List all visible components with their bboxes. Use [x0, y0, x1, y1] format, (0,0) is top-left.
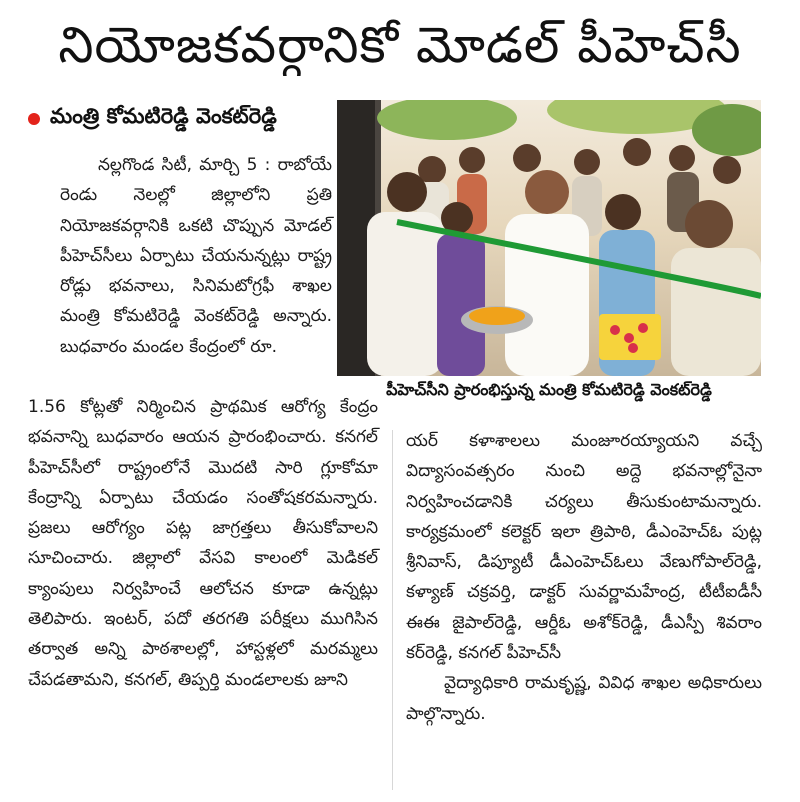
- byline: [28, 104, 277, 134]
- article-column-1-bottom: [28, 392, 378, 695]
- article-paragraph: వైద్యాధికారి రామకృష్ణ, వివిధ శాఖల అధికారులు పాల్గొన్నారు.: [406, 673, 762, 724]
- article-paragraph: నల్లగొండ సిటీ, మార్చి 5 : రాబోయే రెండు నెలల్లో జిల్లాలోని ప్రతి నియోజకవర్గానికి ఒకటి చొప్పున మోడల్ పీహెచ్‌సీలు ఏర్పాటు చేయనున్నట్లు రాష్ట్ర రోడ్లు భవనాలు, సినిమటోగ్రఫీ శాఖల మంత్రి కోమటిరెడ్డి వెంకట్‌రెడ్డి అన్నారు. బుధవారం మండల కేంద్రంలో రూ.: [60, 155, 332, 357]
- photo-caption: పీహెచ్‌సీని ప్రారంభిస్తున్న మంత్రి కోమటిరెడ్డి వెంకట్‌రెడ్డి: [386, 380, 712, 399]
- article-paragraph: 1.56 కోట్లతో నిర్మించిన ప్రాథమిక ఆరోగ్య కేంద్రం భవనాన్ని బుధవారం ఆయన ప్రారంభించారు. కనగల్ పీహెచ్‌సీలో రాష్ట్రంలోనే మొదటి సారి గ్లూకోమా కేంద్రాన్ని ఏర్పాటు చేయడం సంతోషకరమన్నారు. ప్రజలు ఆరోగ్యం పట్ల జాగ్రత్తలు తీసుకోవాలని సూచించారు. జిల్లాలో వేసవి కాలంలో మెడికల్ క్యాంపులు నిర్వహించే ఆలోచన కూడా ఉన్నట్లు తెలిపారు. ఇంటర్, పదో తరగతి పరీక్షలు ముగిసిన తర్వాత అన్ని పాఠశాలల్లో, హాస్టళ్లలో మరమ్మలు చేపడతామని, కనగల్, తిప్పర్తి మండలాలకు జూని: [28, 397, 378, 690]
- photo-illustration: [337, 100, 761, 376]
- bullet-icon: [28, 113, 40, 125]
- article-column-2: [406, 426, 762, 729]
- page-title: నియోజకవర్గానికో మోడల్ పీహెచ్‌సీ: [58, 16, 742, 74]
- article-column-1-top: [60, 150, 332, 362]
- news-photo: [337, 100, 761, 376]
- byline-text: మంత్రి కోమటిరెడ్డి వెంకట్‌రెడ్డి: [50, 104, 277, 128]
- column-divider: [392, 430, 393, 790]
- article-paragraph: యర్ కళాశాలలు మంజూరయ్యాయని వచ్చే విద్యాసంవత్సరం నుంచి అద్దె భవనాల్లోనైనా నిర్వహించడానికి చర్యలు తీసుకుంటామన్నారు. కార్యక్రమంలో కలెక్టర్ ఇలా త్రిపాఠి, డీఎంహెచ్ఓ పుట్ల శ్రీనివాస్, డిప్యూటీ డీఎంహెచ్ఓలు వేణుగోపాల్‌రెడ్డి, కళ్యాణ్ చక్రవర్తి, డాక్టర్ సువర్ణామహేంద్ర, టీటీఐడీసీ ఈఈ జైపాల్‌రెడ్డి, ఆర్డీఓ అశోక్‌రెడ్డి, డీఎస్పీ శివరాం కర్‌రెడ్డి, కనగల్ పీహెచ్‌సీ: [406, 431, 762, 664]
